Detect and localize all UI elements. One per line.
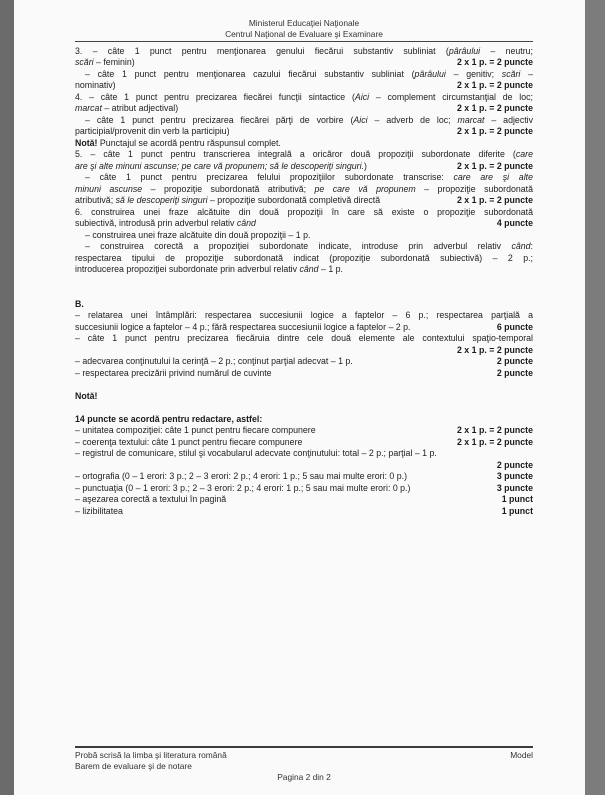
points-value: 2 x 1 p. = 2 puncte bbox=[456, 344, 533, 355]
header-rule bbox=[75, 41, 533, 42]
rubric-line-text: participial/provenit din verb la participiu) bbox=[75, 126, 230, 137]
points-value: 2 x 1 p. = 2 puncte bbox=[456, 436, 533, 447]
rubric-line bbox=[75, 92, 533, 104]
rubric-line bbox=[75, 448, 533, 460]
document-page bbox=[14, 0, 585, 795]
rubric-line-text: – adecvarea conţinutului la cerinţă – 2 p.; conţinut parţial adecvat – 1 p. bbox=[75, 356, 353, 367]
rubric-spacer bbox=[75, 402, 533, 414]
rubric-line-text: minuni ascunse – propoziţie subordonată atributivă; pe care vă propunem – propoziţie subordonată bbox=[75, 183, 534, 194]
rubric-line-text: 14 puncte se acordă pentru redactare, astfel: bbox=[75, 413, 263, 424]
rubric-spacer bbox=[75, 287, 533, 299]
rubric-line-text: 6. construirea unei fraze alcătuite din două propoziţii în care să existe o propoziţie subordonată bbox=[75, 206, 533, 217]
rubric-line-text: – câte 1 punct pentru precizarea fiecăruia dintre cele două elemente ale contextului spaţio-temporal bbox=[75, 333, 533, 344]
points-value: 3 puncte bbox=[496, 482, 533, 493]
rubric-line-text: 3. – câte 1 punct pentru menţionarea genului fiecărui substantiv subliniat (pârâului – neutru; bbox=[75, 45, 533, 56]
rubric-line-text: – câte 1 punct pentru menţionarea cazului fiecărui substantiv subliniat (pârâului – genitiv; scări – bbox=[85, 68, 533, 79]
rubric-line-text: succesiunii logice a faptelor – 4 p.; fără respectarea succesiunii logice a faptelor – 2 p. bbox=[75, 321, 411, 332]
rubric-line-text: marcat – atribut adjectival) bbox=[75, 103, 179, 114]
rubric-line bbox=[75, 230, 533, 242]
rubric-line bbox=[75, 184, 533, 196]
rubric-line-text: respectarea tipului de propoziţie subordonată indicat (propoziţie subordonată subiectivă) – 2 p.; bbox=[75, 252, 533, 263]
rubric-line bbox=[75, 241, 533, 253]
footer-variant-label: Model bbox=[510, 750, 533, 760]
points-value: 2 x 1 p. = 2 puncte bbox=[456, 425, 533, 436]
points-value: 1 punct bbox=[501, 494, 533, 505]
rubric-line bbox=[75, 471, 533, 483]
points-value: 2 puncte bbox=[496, 356, 533, 367]
rubric-line-text: introducerea propoziţiei subordonate prin adverbul relativ când – 1 p. bbox=[75, 264, 344, 275]
rubric-line bbox=[75, 149, 533, 161]
footer-page-indicator: Pagina 2 din 2 bbox=[277, 772, 331, 782]
rubric-line-text: scări – feminin) bbox=[75, 57, 135, 68]
points-value: 6 puncte bbox=[496, 321, 533, 332]
rubric-line-text: subiectivă, introdusă prin adverbul relativ când bbox=[75, 218, 256, 229]
rubric-line-text: – unitatea compoziţiei: câte 1 punct pentru fiecare compunere bbox=[75, 425, 316, 436]
rubric-line bbox=[75, 253, 533, 265]
rubric-line bbox=[75, 437, 533, 449]
rubric-line bbox=[75, 195, 533, 207]
rubric-line bbox=[75, 218, 533, 230]
rubric-line-text: 5. – câte 1 punct pentru transcrierea integrală a oricăror două propoziţii subordonate diferite (care bbox=[75, 149, 533, 160]
footer-doc-title: Barem de evaluare şi de notare bbox=[75, 761, 192, 771]
rubric-line-text: B. bbox=[75, 298, 84, 309]
rubric-line-text: Notă! Punctajul se acordă pentru răspunsul complet. bbox=[75, 137, 281, 148]
points-value: 2 puncte bbox=[496, 367, 533, 378]
rubric-spacer bbox=[75, 276, 533, 288]
rubric-line-text: nominativ) bbox=[75, 80, 116, 91]
points-value: 4 puncte bbox=[496, 218, 533, 229]
rubric-line bbox=[75, 69, 533, 81]
points-value: 2 x 1 p. = 2 puncte bbox=[456, 126, 533, 137]
footer-exam-title: Probă scrisă la limba şi literatura română bbox=[75, 750, 227, 760]
rubric-line bbox=[75, 483, 533, 495]
rubric-line-text: – câte 1 punct pentru precizarea fiecărei părţi de vorbire (Aici – adverb de loc; marcat – adjectiv bbox=[85, 114, 534, 125]
rubric-line bbox=[75, 506, 533, 518]
rubric-line bbox=[75, 115, 533, 127]
document-header bbox=[75, 0, 533, 42]
rubric-line bbox=[75, 126, 533, 138]
document-footer bbox=[75, 746, 533, 783]
rubric-line-text: – construirea corectă a propoziţiei subordonate indicate, introduse prin adverbul relativ când: bbox=[85, 241, 533, 252]
points-value: 2 x 1 p. = 2 puncte bbox=[456, 103, 533, 114]
rubric-line-text: – câte 1 punct pentru precizarea felului propoziţiilor subordonate transcrise: care are şi alte bbox=[85, 172, 533, 183]
rubric-line bbox=[75, 161, 533, 173]
rubric-line bbox=[75, 310, 533, 322]
points-value: 1 punct bbox=[501, 505, 533, 516]
rubric-line bbox=[75, 425, 533, 437]
points-value: 2 x 1 p. = 2 puncte bbox=[456, 195, 533, 206]
footer-row-1 bbox=[75, 750, 533, 761]
rubric-line bbox=[75, 494, 533, 506]
rubric-line bbox=[75, 345, 533, 357]
rubric-line bbox=[75, 138, 533, 150]
rubric-line bbox=[75, 57, 533, 69]
points-value: 2 puncte bbox=[496, 459, 533, 470]
footer-row-2 bbox=[75, 761, 533, 772]
rubric-line-text: – relatarea unei întâmplări: respectarea succesiunii logice a faptelor – 6 p.; respectarea parţială a bbox=[75, 310, 533, 321]
points-value: 2 x 1 p. = 2 puncte bbox=[456, 160, 533, 171]
points-value: 2 x 1 p. = 2 puncte bbox=[456, 57, 533, 68]
rubric-line bbox=[75, 460, 533, 472]
rubric-line bbox=[75, 172, 533, 184]
points-value: 2 x 1 p. = 2 puncte bbox=[456, 80, 533, 91]
rubric-line bbox=[75, 299, 533, 311]
background-left-strip bbox=[0, 0, 14, 795]
rubric-line bbox=[75, 333, 533, 345]
rubric-line-text: – ortografia (0 – 1 erori: 3 p.; 2 – 3 erori: 2 p.; 4 erori: 1 p.; 5 sau mai multe erori: 0 p.) bbox=[75, 471, 407, 482]
rubric-line-text: – respectarea precizării privind numărul de cuvinte bbox=[75, 367, 272, 378]
rubric-line bbox=[75, 322, 533, 334]
rubric-line-text: – aşezarea corectă a textului în pagină bbox=[75, 494, 227, 505]
rubric-line-text: atributivă; să le descoperiţi singuri – propoziţie subordonată completivă directă bbox=[75, 195, 381, 206]
rubric-line bbox=[75, 103, 533, 115]
rubric-line bbox=[75, 207, 533, 219]
rubric-line bbox=[75, 368, 533, 380]
rubric-line-text: Notă! bbox=[75, 390, 98, 401]
points-value: 3 puncte bbox=[496, 471, 533, 482]
rubric-line bbox=[75, 264, 533, 276]
rubric-line bbox=[75, 46, 533, 58]
rubric-line bbox=[75, 80, 533, 92]
rubric-line-text: – lizibilitatea bbox=[75, 505, 123, 516]
background-right-strip bbox=[585, 0, 605, 795]
evaluation-center-name: Centrul Naţional de Evaluare şi Examinare bbox=[225, 28, 383, 39]
rubric-line-text: – coerenţa textului: câte 1 punct pentru fiecare compunere bbox=[75, 436, 303, 447]
rubric-line-text: are şi alte minuni ascunse; pe care vă propunem; să le descoperiţi singuri.) bbox=[75, 160, 367, 171]
rubric-spacer bbox=[75, 379, 533, 391]
rubric-line bbox=[75, 356, 533, 368]
rubric-line-text: – registrul de comunicare, stilul şi vocabularul adecvate conţinutului: total – 2 p.; parţial – 1 p. bbox=[75, 448, 437, 459]
rubric-line-text: 4. – câte 1 punct pentru precizarea fiecărei funcţii sintactice (Aici – complement circumstanţial de loc; bbox=[75, 91, 533, 102]
rubric-line bbox=[75, 391, 533, 403]
rubric-line-text: – construirea unei fraze alcătuite din două propoziţii – 1 p. bbox=[85, 229, 311, 240]
rubric-line bbox=[75, 414, 533, 426]
ministry-name: Ministerul Educaţiei Naţionale bbox=[248, 18, 360, 28]
rubric-line-text: – punctuaţia (0 – 1 erori: 3 p.; 2 – 3 erori: 2 p.; 4 erori: 1 p.; 5 sau mai multe erori: 0 p.) bbox=[75, 482, 411, 493]
rubric-body bbox=[75, 46, 533, 518]
page-content bbox=[75, 0, 533, 517]
